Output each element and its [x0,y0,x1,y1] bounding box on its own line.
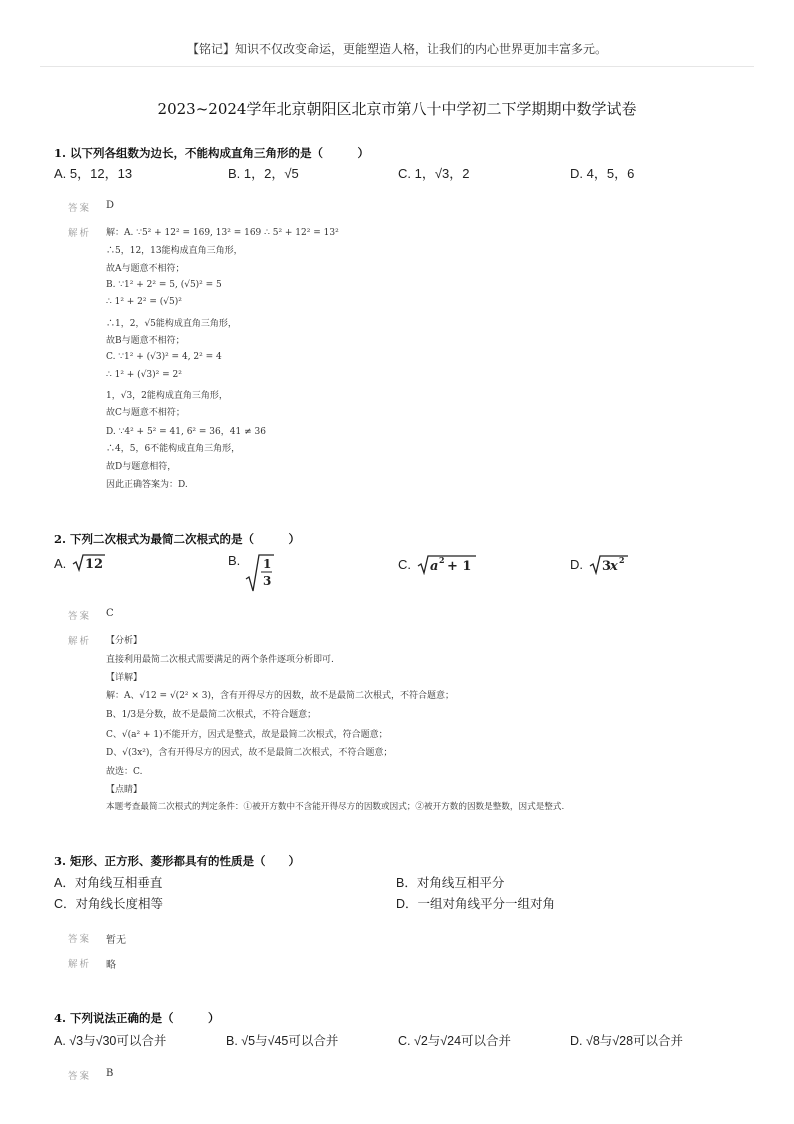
q2-answer-label: 答案 [68,611,92,622]
q4-option-d: D. √8与√28可以合并 [570,1034,684,1048]
svg-text:x: x [609,559,618,574]
q2-solution-line: 直接利用最简二次根式需要满足的两个条件逐项分析即可. [106,655,334,665]
q2-option-c [398,553,477,575]
q1-solution-line: 1，√3，2能构成直角三角形， [106,391,228,401]
q3-option-c: C．对角线长度相等 [54,897,164,911]
q1-solution-line: C. ∵1² + (√3)² = 4, 2² = 4 [106,352,222,362]
page-title: 2023~2024学年北京朝阳区北京市第八十中学初二下学期期中数学试卷 [157,100,637,118]
q1-solution-line: ∴ 1² + (√3)² = 2² [106,370,182,380]
q2-analysis-label: 解析 [68,636,92,647]
q1-stem: 1. 以下列各组数为边长，不能构成直角三角形的是（ ） [54,146,370,160]
svg-text:3: 3 [262,574,272,588]
svg-text:+ 1: + 1 [446,559,472,574]
q1-solution-line: ∴ 1² + 2² = (√5)² [106,297,182,307]
q2-option-a-letter: A. [54,556,67,571]
q1-option-c: C. 1，√3，2 [398,166,470,181]
q1-option-b: B. 1，2，√5 [228,166,299,181]
q4-answer: B [106,1068,114,1079]
q3-option-b: B．对角线互相平分 [396,876,505,890]
svg-text:2: 2 [618,555,625,565]
sqrt-3x-squared-formula [589,553,629,575]
q1-solution-line: 故A与题意不相符； [106,264,185,274]
q2-solution-line: B、1/3是分数，故不是最简二次根式，不符合题意； [106,710,317,720]
q2-solution-line: D、√(3x²)，含有开得尽方的因式，故不是最简二次根式，不符合题意； [106,748,393,758]
q1-solution-line: B. ∵1² + 2² = 5, (√5)² = 5 [106,280,222,290]
sqrt-a-squared-plus-one-formula [417,553,477,575]
sqrt-one-third-formula [245,553,275,593]
q4-stem: 4. 下列说法正确的是（ ） [54,1011,220,1025]
divider [40,66,754,67]
q1-solution-line: ∴5，12，13能构成直角三角形， [106,246,243,256]
svg-text:2: 2 [438,555,445,565]
q3-option-d: D．一组对角线平分一组对角 [396,897,556,911]
q2-option-b-letter: B. [228,553,241,568]
q2-option-c-letter: C. [398,557,411,572]
q4-answer-label: 答案 [68,1071,92,1082]
q2-option-d-letter: D. [570,557,583,572]
motto: 【铭记】知识不仅改变命运，更能塑造人格，让我们的内心世界更加丰富多元。 [186,42,607,56]
q1-solution-line: 因此正确答案为：D. [106,480,188,490]
svg-text:3: 3 [601,559,611,574]
q1-solution-line: 故D与题意相符， [106,462,177,472]
q2-solution-line: C、√(a² + 1)不能开方，因式是整式，故是最简二次根式，符合题意； [106,730,388,740]
q2-option-b [228,553,275,593]
q1-solution-line: 故B与题意不相符； [106,336,185,346]
q4-option-c: C. √2与√24可以合并 [398,1034,512,1048]
svg-text:a: a [429,559,439,574]
q1-solution-line: ∴1，2，√5能构成直角三角形， [106,319,237,329]
q1-solution-line: D. ∵4² + 5² = 41, 6² = 36，41 ≠ 36 [106,427,266,437]
q1-solution-line: 解：A. ∵5² + 12² = 169, 13² = 169 ∴ 5² + 12² = 13² [106,228,339,238]
q3-answer: 暂无 [106,935,126,946]
q3-stem: 3. 矩形、正方形、菱形都具有的性质是（ ） [54,854,301,868]
q1-answer: D [106,200,115,211]
q1-answer-label: 答案 [68,203,92,214]
q1-solution-line: ∴4，5，6不能构成直角三角形， [106,444,241,454]
svg-text:1: 1 [262,557,272,571]
q2-stem: 2. 下列二次根式为最简二次根式的是（ ） [54,532,301,546]
q2-solution-line: 【点睛】 [106,785,143,795]
q2-option-d [570,553,629,575]
q2-answer: C [106,608,114,619]
q2-option-a [54,553,106,573]
q2-solution-line: 本题考查最简二次根式的判定条件：①被开方数中不含能开得尽方的因数或因式；②被开方数的因数是整数，因式是整式. [106,802,565,812]
q2-solution-line: 【分析】 [106,636,143,646]
q4-option-b: B. √5与√45可以合并 [226,1034,339,1048]
q3-analysis-label: 解析 [68,959,92,970]
q3-analysis: 略 [106,960,116,971]
q1-option-a: A. 5，12，13 [54,166,133,181]
q2-solution-line: 解：A、√12 = √(2² × 3)，含有开得尽方的因数，故不是最简二次根式，不符合题意； [106,691,455,701]
q1-analysis-label: 解析 [68,228,92,239]
q2-solution-line: 故选：C. [106,767,143,777]
q4-option-a: A. √3与√30可以合并 [54,1034,167,1048]
q3-answer-label: 答案 [68,934,92,945]
q3-option-a: A．对角线互相垂直 [54,876,163,890]
q1-solution-line: 故C与题意不相符； [106,408,185,418]
svg-text:12: 12 [84,557,104,572]
q2-solution-line: 【详解】 [106,673,143,683]
sqrt-12-formula [72,553,106,573]
q1-option-d: D. 4，5，6 [570,166,635,181]
